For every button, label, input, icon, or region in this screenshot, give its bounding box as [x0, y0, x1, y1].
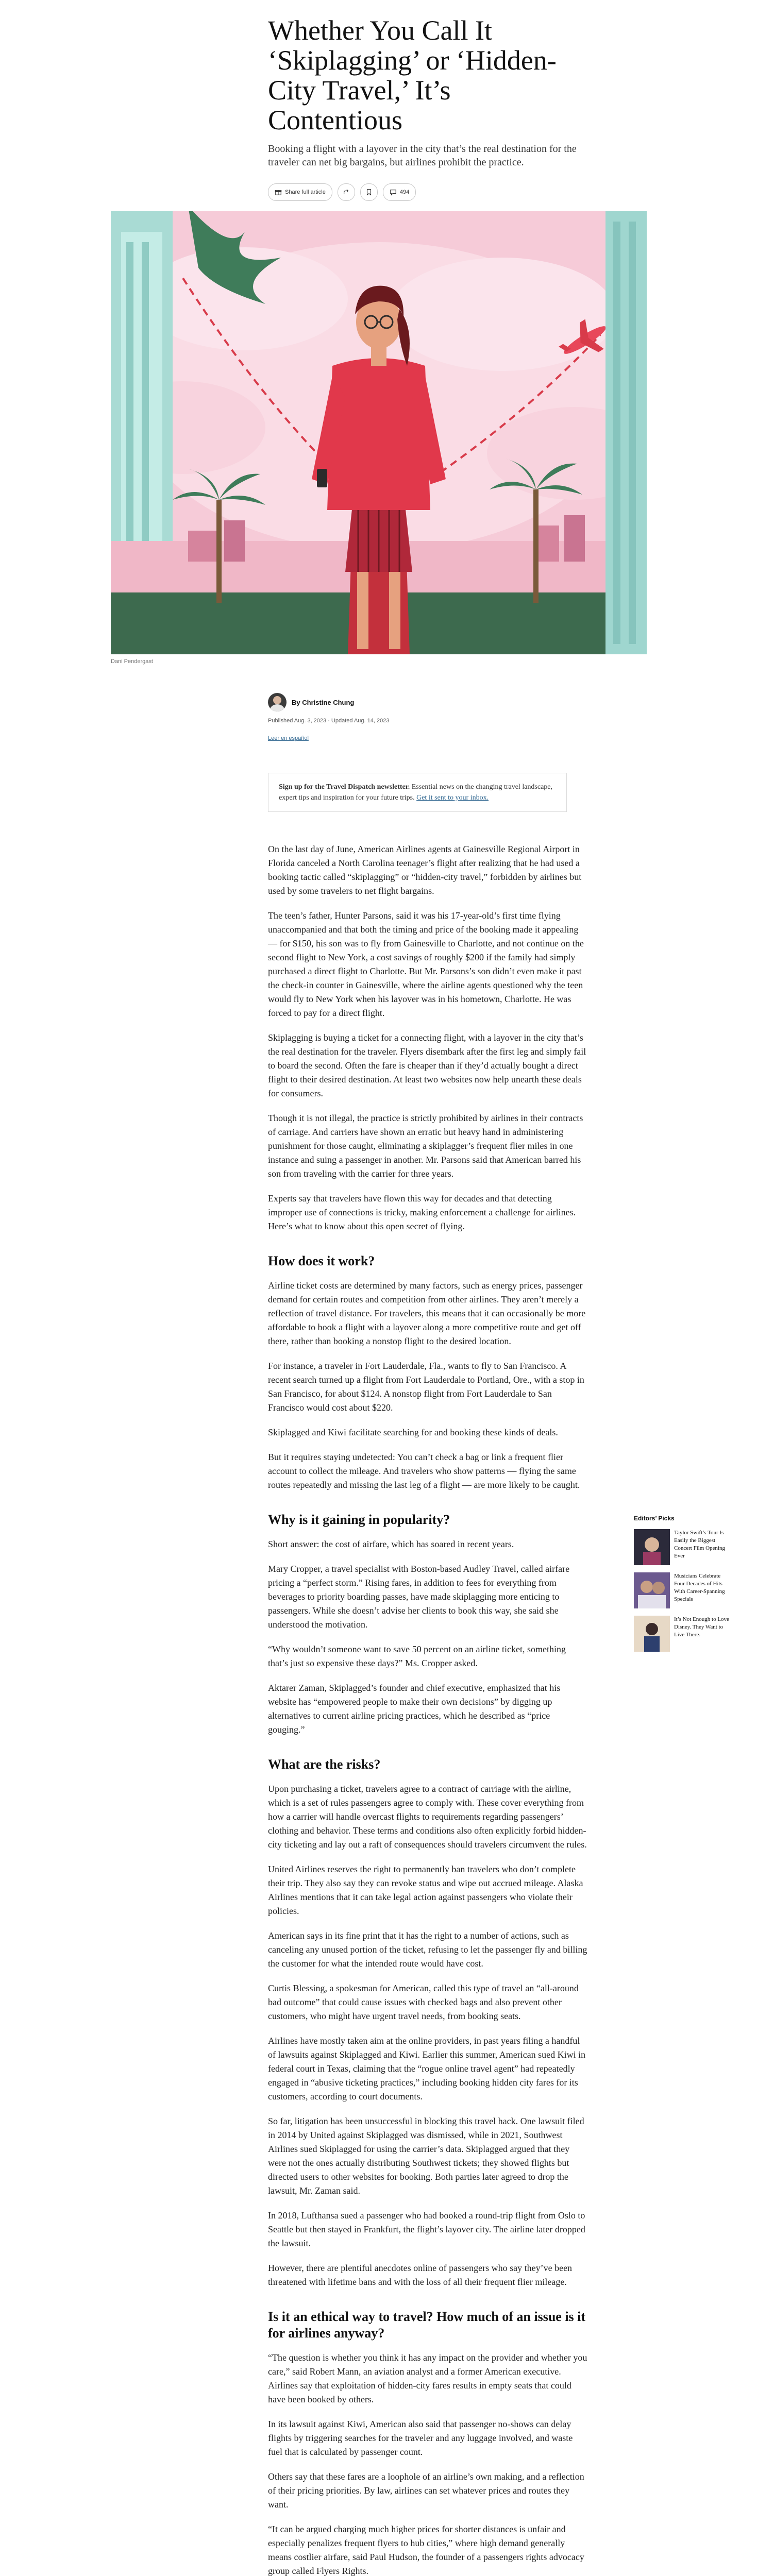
- article-paragraph: Upon purchasing a ticket, travelers agree to a contract of carriage with the airline, which is a set of rules passengers agree to comply with. These cover everything from how a carrier will handle overcast flights to requirements regarding passengers’ clothing and behavior. These terms and conditions also often explicitly forbid hidden-city ticketing and lay out a raft of consequences should travelers circumvent the rules.: [268, 1784, 587, 1850]
- bookmark-icon: [365, 189, 373, 196]
- share-arrow-icon: [343, 189, 350, 196]
- article-paragraph: Curtis Blessing, a spokesman for American, called this type of travel an “all-around bad outcome” that could cause issues with checked bags and also prevent other customers, who might have urgent travel needs, from booking seats.: [268, 1983, 579, 2021]
- pick-headline: It’s Not Enough to Love Disney. They Want to Live There.: [674, 1616, 729, 1638]
- pick-headline: Musicians Celebrate Four Decades of Hits With Career-Spanning Specials: [674, 1573, 725, 1602]
- article-paragraph: Others say that these fares are a loophole of an airline’s own making, and a reflection of their pricing priorities. By law, airlines can set whatever prices and routes they want.: [268, 2471, 584, 2510]
- editors-pick-item[interactable]: [634, 1572, 732, 1608]
- article-paragraph: For instance, a traveler in Fort Lauderdale, Fla., wants to fly to San Francisco. A recent search turned up a flight from Fort Lauderdale to Portland, Ore., with a stop in San Francisco, for about $124. A nonstop flight from Fort Lauderdale to San Francisco would cost about $220.: [268, 1361, 584, 1413]
- article-paragraph: Aktarer Zaman, Skiplagged’s founder and chief executive, emphasized that his website has “empowered people to make their own decisions” by digging up alternatives to current airline pricing practices, which he described as “price gouging.”: [268, 1683, 561, 1735]
- article-paragraph: Though it is not illegal, the practice is strictly prohibited by airlines in their contracts of carriage. And carriers have shown an erratic but heavy hand in administering punishment for those caught, eliminating a skiplagger’s frequent flier miles in one instance and suing a passenger in another. Mr. Parsons said that American barred his son from traveling with the carrier for three years.: [268, 1113, 583, 1179]
- spanish-version-link[interactable]: Leer en español: [268, 735, 309, 741]
- share-full-article-button[interactable]: [268, 183, 332, 201]
- article-summary: Booking a flight with a layover in the city that’s the real destination for the traveler can net big bargains, but airlines prohibit the practice.: [268, 143, 577, 168]
- article-paragraph: “It can be argued charging much higher prices for shorter distances is unfair and especially penalizes frequent flyers to hub cities,” where high demand generally means costlier airfare, said Paul Hudson, the founder of a passengers rights advocacy group called Flyers Rights.: [268, 2524, 584, 2576]
- section-heading: How does it work?: [268, 1253, 375, 1268]
- gift-icon: [275, 189, 282, 196]
- article-header: [268, 15, 587, 201]
- article-paragraph: United Airlines reserves the right to permanently ban travelers who don’t complete their trip. They also say they can revoke status and wipe out accrued mileage. Alaska Airlines mentions that it can take legal action against passengers who violate their policies.: [268, 1864, 583, 1916]
- article-paragraph: Skiplagging is buying a ticket for a connecting flight, with a layover in the city that’s the real destination for the traveler. Flyers disembark after the first leg and simply fail to board the second. Often the fare is cheaper than if they’d actually bought a direct flight to their desired destination. At least two websites now help unearth these deals for consumers.: [268, 1032, 586, 1098]
- comments-button[interactable]: [383, 183, 416, 201]
- article-paragraph: In 2018, Lufthansa sued a passenger who had booked a round-trip flight from Oslo to Seattle but then stayed in Frankfurt, the flight’s layover city. The airline later dropped the lawsuit.: [268, 2210, 585, 2248]
- pick-thumbnail: [634, 1529, 670, 1565]
- article-paragraph: Mary Cropper, a travel specialist with Boston-based Audley Travel, called airfare pricing a “perfect storm.” Rising fares, in addition to fees for everything from beverages to priority boarding passes, have made skiplagging more enticing to passengers. While she doesn’t advise her clients to book this way, she said she understood the motivation.: [268, 1564, 570, 1630]
- section-heading: What are the risks?: [268, 1757, 381, 1772]
- article-paragraph: “The question is whether you think it has any impact on the provider and whether you care,” said Robert Mann, an aviation analyst and a former American executive. Airlines say that exploitation of hidden-city fares results in empty seats that could have been booked by others.: [268, 2352, 587, 2404]
- pick-thumbnail: [634, 1572, 670, 1608]
- byline: [268, 693, 587, 741]
- share-button[interactable]: [338, 183, 355, 201]
- article-paragraph: Short answer: the cost of airfare, which has soared in recent years.: [268, 1539, 514, 1549]
- save-button[interactable]: [360, 183, 378, 201]
- article-body: [268, 842, 587, 2576]
- editors-picks: [634, 1515, 732, 1659]
- pick-thumbnail: [634, 1616, 670, 1652]
- editors-pick-item[interactable]: [634, 1529, 732, 1565]
- article-paragraph: So far, litigation has been unsuccessful in blocking this travel hack. One lawsuit filed in 2014 by United against Skiplagged was dismissed, while in 2021, Southwest Airlines sued Skiplagged for using the carrier’s data. Skiplagged argued that they were not the ones actually distributing Southwest tickets; they showed flights but directed users to other websites for booking. Both parties later agreed to drop the lawsuit, Mr. Zaman said.: [268, 2116, 584, 2196]
- newsletter-promo: [268, 773, 567, 812]
- pick-headline: Taylor Swift’s Tour Is Easily the Biggest Concert Film Opening Ever: [674, 1530, 725, 1559]
- image-credit: Dani Pendergast: [111, 658, 153, 665]
- article-paragraph: American says in its fine print that it has the right to a number of actions, such as canceling any unused portion of the ticket, refusing to let the passenger fly and billing the customer for what the intended route would have cost.: [268, 1930, 587, 1969]
- section-heading: Why is it gaining in popularity?: [268, 1512, 450, 1527]
- article-paragraph: On the last day of June, American Airlines agents at Gainesville Regional Airport in Florida canceled a North Carolina teenager’s flight after realizing that he had used a booking tactic called “skiplagging” or “hidden-city travel,” forbidden by airlines but used by some travelers to net flight bargains.: [268, 844, 582, 896]
- headline: Whether You Call It ‘Skiplagging’ or ‘Hidden-City Travel,’ It’s Contentious: [268, 15, 557, 135]
- newsletter-body: Essential news on the changing travel landscape, expert tips and inspiration for your future trips.: [279, 783, 553, 802]
- article-paragraph: Experts say that travelers have flown this way for decades and that detecting improper use of connections is tricky, making enforcement a challenge for airlines. Here’s what to know about this open secret of flying.: [268, 1193, 576, 1231]
- article-paragraph: But it requires staying undetected: You can’t check a bag or link a frequent flier account to collect the mileage. And travelers who show patterns — flying the same routes repeatedly and missing the last leg of a flight — are more likely to be caught.: [268, 1452, 580, 1490]
- article-paragraph: Airlines have mostly taken aim at the online providers, in past years filing a handful of lawsuits against Skiplagged and Kiwi. Earlier this summer, American sued Kiwi in federal court in Texas, claiming that the “rogue online travel agent” had repeatedly engaged in “abusive ticketing practices,” including booking hidden city fares for its customers, according to court documents.: [268, 2036, 586, 2102]
- comment-bubble-icon: [390, 189, 397, 196]
- article-paragraph: In its lawsuit against Kiwi, American also said that passenger no-shows can delay flights by triggering searches for the traveler and any luggage involved, and waste fuel that is calculated by passenger count.: [268, 2419, 573, 2457]
- article-paragraph: “Why wouldn’t someone want to save 50 percent on an airline ticket, something that’s just so expensive these days?” Ms. Cropper asked.: [268, 1644, 566, 1668]
- hero-illustration: [111, 211, 647, 654]
- article-paragraph: The teen’s father, Hunter Parsons, said it was his 17-year-old’s first time flying unaccompanied and that both the timing and price of the booking made it appealing — for $150, his son was to fly from Gainesville to Charlotte, and not continue on the second flight to New York, a cost savings of roughly $200 if the family had simply purchased a direct flight to Charlotte. But Mr. Parsons’s son didn’t even make it past the check-in counter in Gainesville, where the airline agents questioned why the teen would fly to New York when his layover was in his hometown, Charlotte. He was forced to pay for a direct flight.: [268, 910, 584, 1018]
- section-heading: Is it an ethical way to travel? How much of an issue is it for airlines anyway?: [268, 2309, 586, 2341]
- editors-pick-item[interactable]: [634, 1616, 732, 1652]
- publish-dates: Published Aug. 3, 2023 · Updated Aug. 14, 2023: [268, 718, 390, 724]
- article-paragraph: Airline ticket costs are determined by many factors, such as energy prices, passenger demand for certain routes and competition from other airlines. They aren’t merely a reflection of travel distance. For travelers, this means that it can occasionally be more affordable to book a flight with a layover along a more competitive route and get off there, rather than booking a nonstop flight to the desired location.: [268, 1280, 586, 1346]
- share-label: Share full article: [285, 189, 326, 195]
- article-paragraph: However, there are plentiful anecdotes online of passengers who say they’ve been threatened with lifetime bans and with the loss of all their frequent flier mileage.: [268, 2263, 573, 2287]
- newsletter-signup-link[interactable]: Get it sent to your inbox.: [416, 794, 489, 802]
- newsletter-title: Sign up for the Travel Dispatch newsletter.: [279, 783, 410, 791]
- author-name[interactable]: By Christine Chung: [292, 698, 355, 706]
- author-avatar: [268, 693, 287, 711]
- article-paragraph: Skiplagged and Kiwi facilitate searching for and booking these kinds of deals.: [268, 1427, 558, 1437]
- editors-picks-title: Editors’ Picks: [634, 1515, 675, 1522]
- comments-count: 494: [399, 189, 410, 195]
- action-bar: [268, 183, 587, 201]
